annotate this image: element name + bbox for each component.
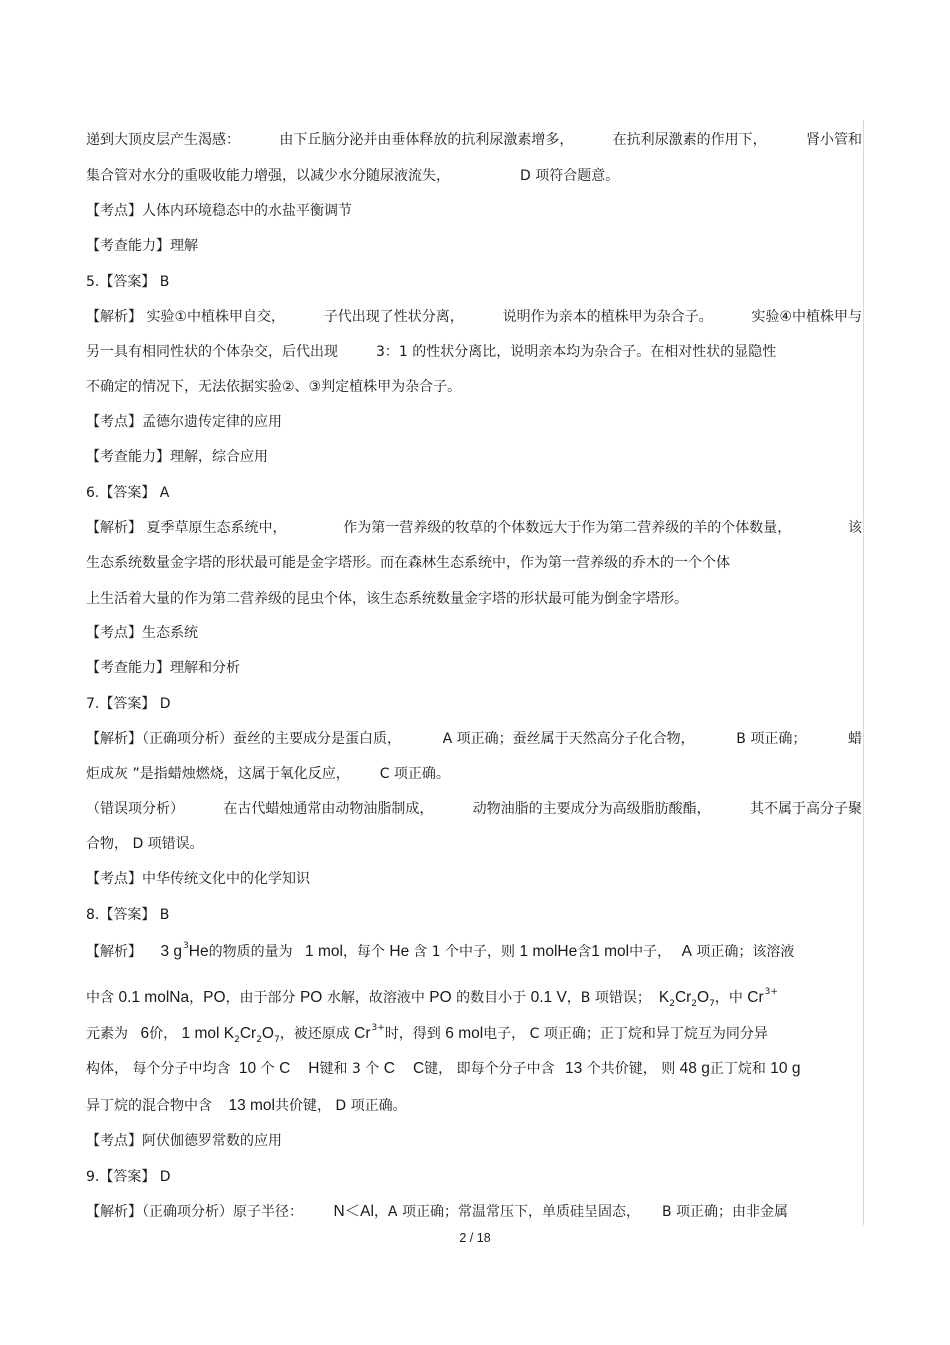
answer-line: 6.【答案】 A bbox=[86, 485, 170, 501]
formula-span: K bbox=[658, 989, 670, 1006]
text-span: 共价键， D 项正确。 bbox=[274, 1098, 407, 1114]
text-span: 炬成灰 ”是指蜡烛燃烧，这属于氧化反应， bbox=[86, 766, 350, 782]
text-span: 【解析】 实验①中植株甲自交， bbox=[86, 309, 286, 325]
formula-span: He bbox=[389, 943, 410, 960]
text-span: 含 bbox=[577, 944, 592, 960]
text-span: 价， bbox=[149, 1026, 182, 1042]
text-span: ，A 项正确；常温常压下，单质硅呈固态， bbox=[373, 1204, 640, 1220]
text-span: B 项正确； bbox=[736, 731, 807, 747]
text-span: 项正确；该溶液 bbox=[691, 944, 795, 960]
text-span: 在古代蜡烛通常由动物油脂制成， bbox=[223, 801, 434, 817]
text-span: 构体， 每个分子中均含 bbox=[86, 1061, 235, 1077]
formula-span: 1 molHe bbox=[519, 943, 578, 960]
text-span: 其不属于高分子聚 bbox=[749, 801, 862, 817]
page-separator: / bbox=[469, 1231, 474, 1245]
ability-line: 【考查能力】理解和分析 bbox=[86, 660, 240, 676]
formula-span: O bbox=[261, 1025, 274, 1042]
text-span: 异丁烷的混合物中含 bbox=[86, 1098, 217, 1114]
text-span: B 项正确；由非金属 bbox=[661, 1204, 789, 1220]
text-span: 含 1 个中子，则 bbox=[413, 944, 520, 960]
text-line: 合物， D 项错误。 bbox=[86, 836, 204, 852]
formula-span: 0.1 molNa bbox=[118, 989, 190, 1006]
page-number bbox=[0, 1231, 950, 1245]
text-line: 不确定的情况下，无法依据实验②、③判定植株甲为杂合子。 bbox=[86, 379, 462, 395]
formula-span: A bbox=[681, 943, 692, 960]
formula-line bbox=[86, 1059, 800, 1079]
text-span: ，被还原成 bbox=[279, 1026, 355, 1042]
text-span: 【解析】（正确项分析）原子半径： bbox=[86, 1204, 308, 1220]
kaodian-line: 【考点】中华传统文化中的化学知识 bbox=[86, 871, 310, 887]
formula-line bbox=[86, 988, 778, 1010]
text-span: 说明作为亲本的植株甲为杂合子。 bbox=[502, 309, 713, 325]
text-line bbox=[86, 166, 619, 186]
formula-span: He bbox=[188, 943, 209, 960]
formula-span: 6 mol bbox=[445, 1025, 484, 1042]
answer-line: 8.【答案】 B bbox=[86, 907, 170, 923]
text-line: 上生活着大量的作为第二营养级的昆虫个体，该生态系统数量金字塔的形状最可能为倒金字塔形。 bbox=[86, 591, 688, 607]
text-span: 【解析】 bbox=[86, 944, 147, 960]
formula-span: PO bbox=[299, 989, 323, 1006]
text-span: 递到大顶皮层产生渴感： bbox=[86, 132, 240, 148]
formula-span: 3 g bbox=[160, 943, 183, 960]
formula-span: C bbox=[383, 1060, 395, 1077]
text-span: 电子， C 项正确；正丁烷和异丁烷互为同分异 bbox=[483, 1026, 768, 1042]
text-span: 集合管对水分的重吸收能力增强，以减少水分随尿液流失， bbox=[86, 168, 450, 184]
page-edge-line bbox=[863, 120, 864, 1225]
formula-span: 1 mol bbox=[305, 943, 343, 960]
text-span: 的物质的量为 bbox=[208, 944, 298, 960]
text-span: ， bbox=[189, 990, 204, 1006]
formula-span: Cr bbox=[674, 989, 692, 1006]
answer-line: 5.【答案】 B bbox=[86, 274, 170, 290]
text-span: 【解析】 夏季草原生态系统中， bbox=[86, 520, 287, 536]
answer-line: 9.【答案】 D bbox=[86, 1169, 171, 1185]
text-span: 实验④中植株甲与 bbox=[751, 309, 862, 325]
text-span: 时，得到 bbox=[384, 1026, 446, 1042]
text-line bbox=[86, 518, 862, 538]
text-span: 中子， bbox=[629, 944, 676, 960]
formula-span: 0.1 V bbox=[530, 989, 567, 1006]
formula-line bbox=[86, 1096, 407, 1116]
text-span: ，每个 bbox=[342, 944, 390, 960]
text-span: A 项正确；蚕丝属于天然高分子化合物， bbox=[442, 731, 695, 747]
kaodian-line: 【考点】孟德尔遗传定律的应用 bbox=[86, 414, 282, 430]
text-span: 水解，故溶液中 bbox=[322, 990, 430, 1006]
text-span: ，B 项错误； bbox=[566, 990, 651, 1006]
formula-span: Cr bbox=[354, 1025, 371, 1042]
formula-span: C bbox=[279, 1060, 291, 1077]
text-span: D 项符合题意。 bbox=[520, 168, 620, 184]
subscript: 7 bbox=[273, 1035, 280, 1045]
formula-span: 10 bbox=[238, 1060, 257, 1077]
text-span: 动物油脂的主要成分为高级脂肪酸酯， bbox=[472, 801, 711, 817]
answer-line: 7.【答案】 D bbox=[86, 696, 171, 712]
formula-span: 13 bbox=[565, 1060, 583, 1077]
formula-line bbox=[86, 942, 794, 964]
formula-span: 48 g bbox=[679, 1060, 710, 1077]
text-line bbox=[86, 307, 862, 327]
formula-span: N＜Al bbox=[333, 1203, 374, 1220]
subscript: 2 bbox=[234, 1035, 240, 1045]
text-line bbox=[86, 764, 450, 784]
text-span: 肾小管和 bbox=[805, 132, 862, 148]
text-span: （错误项分析） bbox=[86, 801, 184, 817]
text-line bbox=[86, 729, 862, 749]
kaodian-line: 【考点】人体内环境稳态中的水盐平衡调节 bbox=[86, 203, 352, 219]
formula-span: 6 bbox=[140, 1025, 150, 1042]
formula-span: 1 mol K bbox=[181, 1025, 235, 1042]
formula-span: H bbox=[308, 1060, 320, 1077]
formula-span: PO bbox=[429, 989, 452, 1006]
text-span: ，中 bbox=[714, 990, 748, 1006]
superscript: 3+ bbox=[371, 1023, 385, 1033]
text-span: 中含 bbox=[86, 990, 119, 1006]
kaodian-line: 【考点】生态系统 bbox=[86, 625, 198, 641]
superscript: 3+ bbox=[764, 987, 778, 997]
text-line bbox=[86, 130, 862, 150]
formula-span: Cr bbox=[239, 1025, 257, 1042]
text-line: 生态系统数量金字塔的形状最可能是金字塔形。而在森林生态系统中，作为第一营养级的乔木的一个个体 bbox=[86, 555, 730, 571]
text-span: 正丁烷和 bbox=[709, 1061, 771, 1077]
ability-line: 【考查能力】理解，综合应用 bbox=[86, 449, 268, 465]
total-pages: 18 bbox=[476, 1231, 491, 1245]
text-span: 3：1 的性状分离比，说明亲本均为杂合子。在相对性状的显隐性 bbox=[376, 344, 777, 360]
subscript: 2 bbox=[691, 999, 698, 1009]
current-page: 2 bbox=[459, 1231, 467, 1245]
text-span: 该 bbox=[847, 520, 862, 536]
formula-line bbox=[86, 1024, 768, 1046]
text-span: 在抗利尿激素的作用下， bbox=[612, 132, 767, 148]
formula-line bbox=[86, 1202, 788, 1222]
superscript: 3 bbox=[183, 941, 189, 951]
formula-span: C bbox=[412, 1060, 425, 1077]
text-span: 键， 即每个分子中含 bbox=[424, 1061, 560, 1077]
kaodian-line: 【考点】阿伏伽德罗常数的应用 bbox=[86, 1133, 282, 1149]
formula-span: PO bbox=[203, 989, 226, 1006]
text-span: 个 bbox=[256, 1061, 280, 1077]
formula-span: 1 mol bbox=[591, 943, 630, 960]
formula-span: O bbox=[697, 989, 710, 1006]
text-line bbox=[86, 799, 862, 819]
text-span: 蜡 bbox=[847, 731, 862, 747]
text-span: ，由于部分 bbox=[225, 990, 300, 1006]
formula-span: 10 g bbox=[770, 1060, 801, 1077]
text-span: 子代出现了性状分离， bbox=[323, 309, 464, 325]
text-span: 由下丘脑分泌并由垂体释放的抗利尿激素增多， bbox=[279, 132, 574, 148]
text-span: 个共价键， 则 bbox=[582, 1061, 680, 1077]
text-span: 元素为 bbox=[86, 1026, 133, 1042]
text-span: 作为第一营养级的牧草的个体数远大于作为第二营养级的羊的个体数量， bbox=[343, 520, 792, 536]
formula-span: 13 mol bbox=[228, 1097, 275, 1114]
subscript: 2 bbox=[669, 999, 675, 1009]
text-span: 的数目小于 bbox=[451, 990, 531, 1006]
text-span: C 项正确。 bbox=[379, 766, 450, 782]
text-line bbox=[86, 342, 776, 362]
text-span: 另一具有相同性状的个体杂交，后代出现 bbox=[86, 344, 338, 360]
text-span: 【解析】（正确项分析）蚕丝的主要成分是蛋白质， bbox=[86, 731, 401, 747]
text-span: 键和 3 个 bbox=[319, 1061, 384, 1077]
subscript: 2 bbox=[256, 1035, 262, 1045]
ability-line: 【考查能力】理解 bbox=[86, 238, 198, 254]
subscript: 7 bbox=[709, 999, 715, 1009]
formula-span: Cr bbox=[747, 989, 764, 1006]
